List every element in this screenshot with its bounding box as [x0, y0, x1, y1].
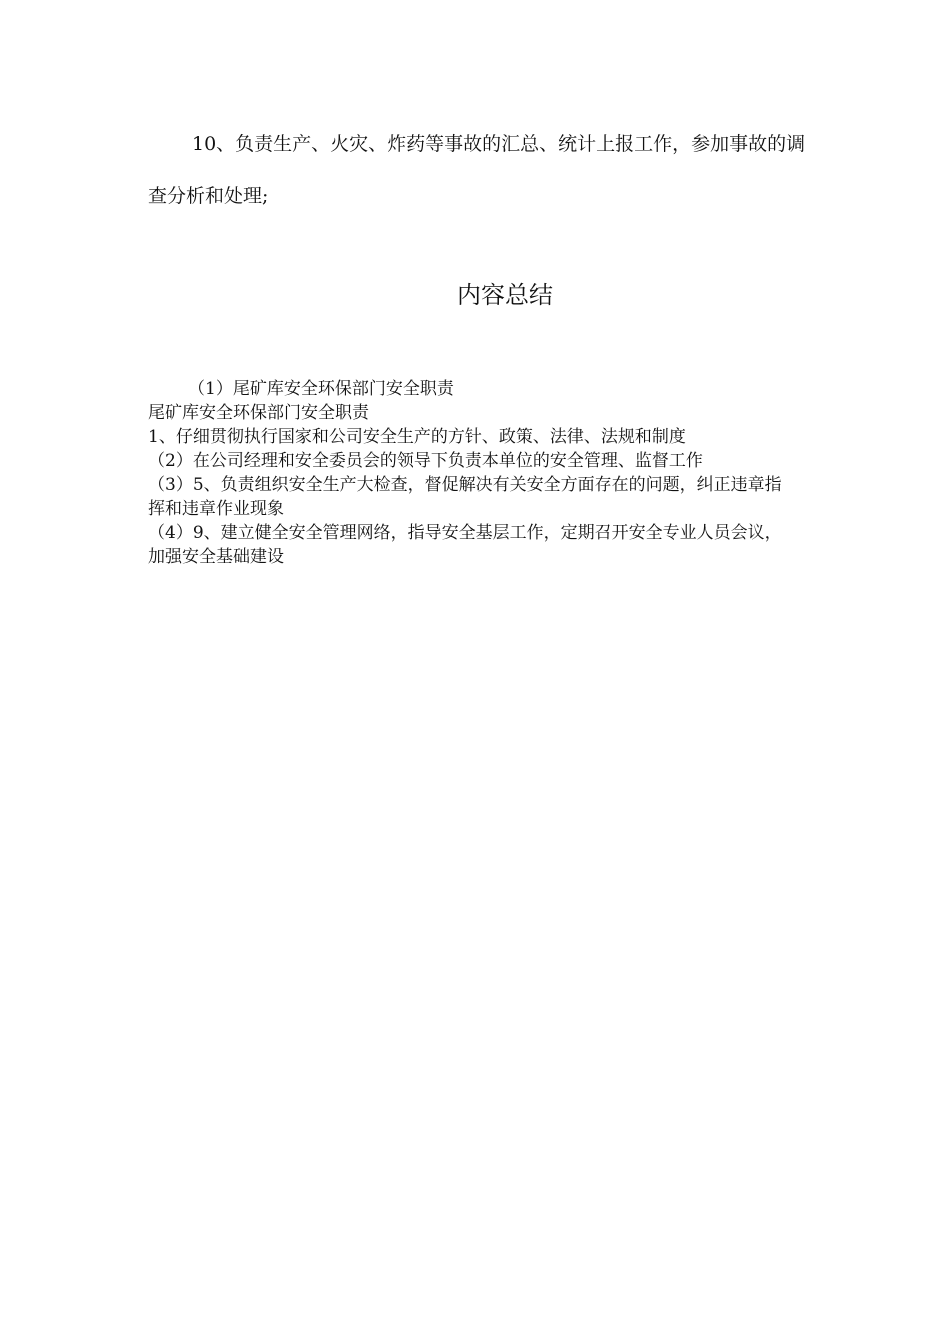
- summary-item-3: 1、仔细贯彻执行国家和公司安全生产的方针、政策、法律、法规和制度: [148, 427, 686, 447]
- paragraph-10: 10、负责生产、火灾、炸药等事故的汇总、统计上报工作，参加事故的调查分析和处理;: [148, 133, 806, 207]
- summary-item-1: （1）尾矿库安全环保部门安全职责: [188, 379, 454, 399]
- summary-title: 内容总结: [457, 281, 553, 309]
- summary-item-6: （4）9、建立健全安全管理网络，指导安全基层工作，定期召开安全专业人员会议，加强安全基础建设: [148, 523, 782, 567]
- summary-block: [148, 377, 798, 569]
- summary-item-5: （3）5、负责组织安全生产大检查，督促解决有关安全方面存在的问题，纠正违章指挥和违章作业现象: [148, 475, 782, 519]
- summary-item-4: （2）在公司经理和安全委员会的领导下负责本单位的安全管理、监督工作: [148, 451, 703, 471]
- summary-item-2: 尾矿库安全环保部门安全职责: [148, 403, 369, 423]
